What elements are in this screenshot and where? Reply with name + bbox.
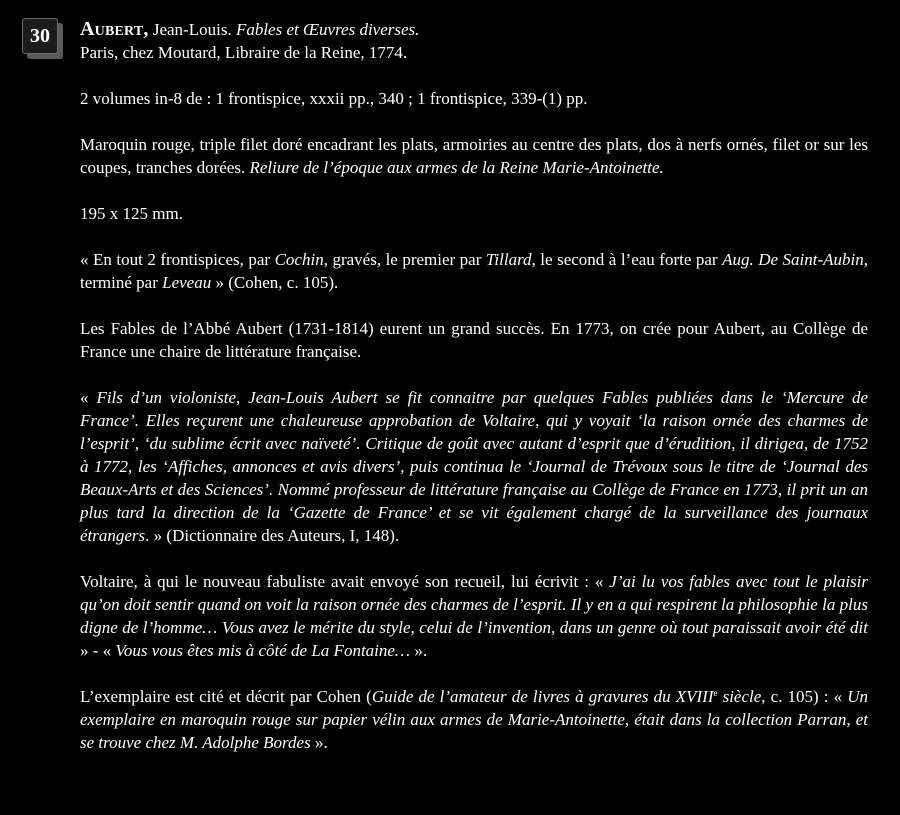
plates-text-5: » (Cohen, c. 105). <box>211 273 339 292</box>
engraver-saint-aubin: Aug. De Saint-Aubin <box>722 250 864 269</box>
success-note: Les Fables de l’Abbé Aubert (1731-1814) eurent un grand succès. En 1773, on crée pour Aubert, au Collège de France une chaire de littérature française. <box>80 319 868 361</box>
plates-note <box>80 248 868 294</box>
imprint: Paris, chez Moutard, Libraire de la Reine, 1774. <box>80 43 408 62</box>
engraver-cochin: Cochin <box>274 250 324 269</box>
cohen-superscript: e <box>713 688 718 698</box>
author-given-name: Jean-Louis. <box>148 20 236 39</box>
cohen-quote: Un exemplaire en maroquin rouge sur papier vélin aux armes de Marie-Antoinette, était dans la collection Parran, et se trouve chez M. Adolphe Bordes <box>80 687 868 752</box>
voltaire-quote-body: J’ai lu vos fables avec tout le plaisir qu’on doit sentir quand on voit la raison ornée des charmes de l’esprit. Il y en a qui respirent la philosophie la plus digne de l’homme… Vous avez le mérite du style, celui de l’invention, dans un genre où tout paraissait avoir été dit <box>80 572 868 637</box>
cohen-text-2: , c. 105) : « <box>761 687 848 706</box>
author-name: Aubert, <box>80 18 149 40</box>
cohen-reference <box>80 685 868 754</box>
plates-text-3: , le second à l’eau forte par <box>531 250 723 269</box>
cohen-guide-title-end: siècle <box>717 687 762 706</box>
binding-description <box>80 133 868 179</box>
title-line <box>80 18 868 41</box>
voltaire-quote <box>80 570 868 662</box>
book-title: Fables et Œuvres diverses. <box>235 20 420 39</box>
binding-text: Maroquin rouge, triple filet doré encadrant les plats, armoiries au centre des plats, dos à nerfs ornés, filet or sur les coupes, tranches dorées. <box>80 135 868 177</box>
lot-number: 30 <box>30 24 50 47</box>
dictionary-source: . » (Dictionnaire des Auteurs, I, 148). <box>145 526 400 545</box>
voltaire-text-2: » - « <box>80 641 116 660</box>
engraver-leveau: Leveau <box>162 273 212 292</box>
lot-description <box>80 18 868 777</box>
dimensions: 195 x 125 mm. <box>80 204 183 223</box>
engraver-tillard: Tillard <box>485 250 532 269</box>
collation: 2 volumes in-8 de : 1 frontispice, xxxii pp., 340 ; 1 frontispice, 339-(1) pp. <box>80 89 588 108</box>
voltaire-quote-2: Vous vous êtes mis à côté de La Fontaine… <box>115 641 411 660</box>
lot-number-badge <box>22 18 58 54</box>
plates-text-1: « En tout 2 frontispices, par <box>80 250 275 269</box>
lot-header <box>80 18 868 64</box>
dictionary-text-1: « <box>80 388 97 407</box>
cohen-text-1: L’exemplaire est cité et décrit par Cohen ( <box>80 687 372 706</box>
cohen-text-3: ». <box>310 733 328 752</box>
plates-text-4: , terminé par <box>80 250 869 292</box>
dictionary-quote <box>80 386 868 547</box>
voltaire-text-3: ». <box>410 641 428 660</box>
dictionary-quote-body: Fils d’un violoniste, Jean-Louis Aubert se fit connaitre par quelques Fables publiées dans le ‘Mercure de France’. Elles reçurent une chaleureuse approbation de Voltaire, qui y voyait ‘la raison ornée des charmes de l’esprit’, ‘du sublime écrit avec naïveté’. Critique de goût avec autant d’esprit que d’érudition, il dirigea, de 1752 à 1772, les ‘Affiches, annonces et avis divers’, puis continua le ‘Journal de Trévoux sous le titre de ‘Journal des Beaux-Arts et des Sciences’. Nommé professeur de littérature française au Collège de France en 1773, il prit un an plus tard la direction de la ‘Gazette de France’ et se vit également chargé de la surveillance des journaux étrangers <box>80 388 869 545</box>
cohen-guide-title: Guide de l’amateur de livres à gravures du XVIII <box>371 687 714 706</box>
binding-note: Reliure de l’époque aux armes de la Reine Marie-Antoinette. <box>249 158 664 177</box>
voltaire-text-1: Voltaire, à qui le nouveau fabuliste avait envoyé son recueil, lui écrivit : « <box>80 572 610 591</box>
plates-text-2: , gravés, le premier par <box>323 250 486 269</box>
